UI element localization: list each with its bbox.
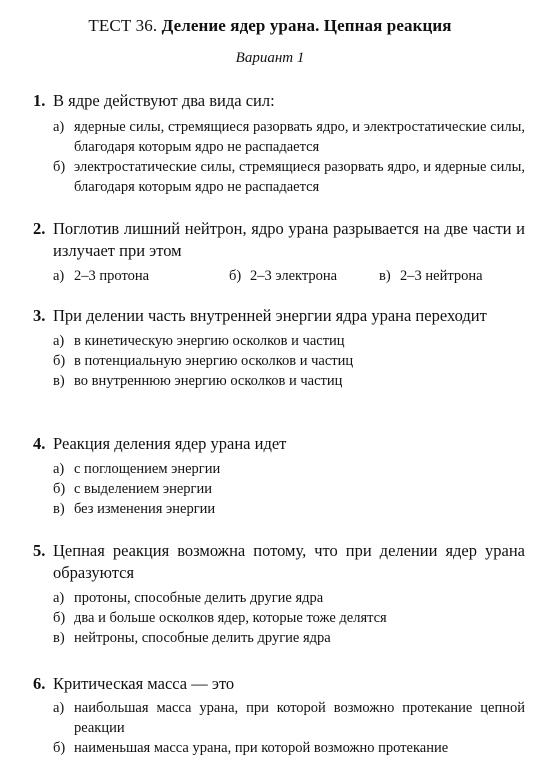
option-letter: в) bbox=[53, 630, 65, 646]
question-number: 6. bbox=[33, 674, 46, 693]
option-text: с выделением энергии bbox=[74, 481, 213, 497]
option-letter: б) bbox=[53, 353, 66, 369]
option-text: во внутреннюю энергию осколков и частиц bbox=[74, 373, 343, 389]
option-letter: а) bbox=[53, 268, 65, 284]
question-2 bbox=[33, 218, 525, 286]
page-title bbox=[0, 16, 540, 36]
option-letter: б) bbox=[53, 740, 66, 756]
question-text: Цепная реакция возможна потому, что при делении ядер урана образуются bbox=[53, 541, 525, 582]
option-letter: в) bbox=[53, 501, 65, 517]
test-number: ТЕСТ 36. bbox=[88, 16, 158, 35]
question-text: При делении часть внутренней энергии ядра урана переходит bbox=[53, 306, 487, 325]
option-text: электростатические силы, стремящиеся разорвать ядро, и ядерные силы, благодаря которым ядро не распадается bbox=[74, 159, 525, 195]
answer-option[interactable] bbox=[379, 266, 483, 286]
answer-option[interactable] bbox=[53, 499, 525, 519]
answer-option[interactable] bbox=[53, 738, 525, 758]
option-text: наибольшая масса урана, при которой возможно протекание цепной реакции bbox=[74, 700, 525, 736]
answer-option[interactable] bbox=[53, 628, 525, 648]
question-5 bbox=[33, 540, 525, 648]
question-4 bbox=[33, 433, 525, 519]
question-text: Критическая масса — это bbox=[53, 674, 235, 693]
option-text: без изменения энергии bbox=[74, 501, 216, 517]
answer-option[interactable] bbox=[53, 698, 525, 738]
question-number: 1. bbox=[33, 91, 46, 110]
option-letter: а) bbox=[53, 700, 65, 716]
option-letter: а) bbox=[53, 333, 65, 349]
question-text: Поглотив лишний нейтрон, ядро урана разрывается на две части и излучает при этом bbox=[53, 219, 525, 260]
option-text: ядерные силы, стремящиеся разорвать ядро, и электростатические силы, благодаря которым ядро не распадается bbox=[74, 119, 525, 155]
question-6 bbox=[33, 673, 525, 758]
option-text: 2–3 нейтрона bbox=[400, 268, 483, 284]
option-text: протоны, способные делить другие ядра bbox=[74, 590, 324, 606]
option-letter: а) bbox=[53, 590, 65, 606]
answer-option[interactable] bbox=[53, 608, 525, 628]
option-text: с поглощением энергии bbox=[74, 461, 221, 477]
option-text: в потенциальную энергию осколков и частиц bbox=[74, 353, 354, 369]
option-text: наименьшая масса урана, при которой возможно протекание bbox=[74, 740, 449, 756]
answer-option[interactable] bbox=[53, 459, 525, 479]
option-letter: б) bbox=[53, 159, 66, 175]
question-number: 4. bbox=[33, 434, 46, 453]
option-letter: в) bbox=[379, 268, 391, 284]
answer-option[interactable] bbox=[53, 351, 525, 371]
answer-option[interactable] bbox=[229, 266, 379, 286]
question-1 bbox=[33, 90, 525, 197]
answer-option[interactable] bbox=[53, 479, 525, 499]
option-text: нейтроны, способные делить другие ядра bbox=[74, 630, 331, 646]
option-text: 2–3 протона bbox=[74, 268, 150, 284]
test-topic: Деление ядер урана. Цепная реакция bbox=[161, 16, 452, 35]
option-letter: а) bbox=[53, 461, 65, 477]
question-text: В ядре действуют два вида сил: bbox=[53, 91, 275, 110]
answer-option[interactable] bbox=[53, 588, 525, 608]
option-letter: б) bbox=[229, 268, 242, 284]
option-letter: в) bbox=[53, 373, 65, 389]
option-letter: б) bbox=[53, 481, 66, 497]
answer-option[interactable] bbox=[53, 371, 525, 391]
answer-option[interactable] bbox=[53, 117, 525, 157]
answer-option[interactable] bbox=[53, 157, 525, 197]
option-letter: б) bbox=[53, 610, 66, 626]
variant-label: Вариант 1 bbox=[235, 50, 305, 66]
answer-option[interactable] bbox=[53, 266, 229, 286]
question-number: 5. bbox=[33, 541, 46, 560]
answer-options-row bbox=[53, 266, 525, 286]
question-3 bbox=[33, 305, 525, 391]
option-text: 2–3 электрона bbox=[250, 268, 338, 284]
option-text: два и больше осколков ядер, которые тоже делятся bbox=[74, 610, 387, 626]
question-number: 2. bbox=[33, 219, 46, 238]
question-number: 3. bbox=[33, 306, 46, 325]
option-letter: а) bbox=[53, 119, 65, 135]
option-text: в кинетическую энергию осколков и частиц bbox=[74, 333, 345, 349]
answer-option[interactable] bbox=[53, 331, 525, 351]
question-text: Реакция деления ядер урана идет bbox=[53, 434, 287, 453]
